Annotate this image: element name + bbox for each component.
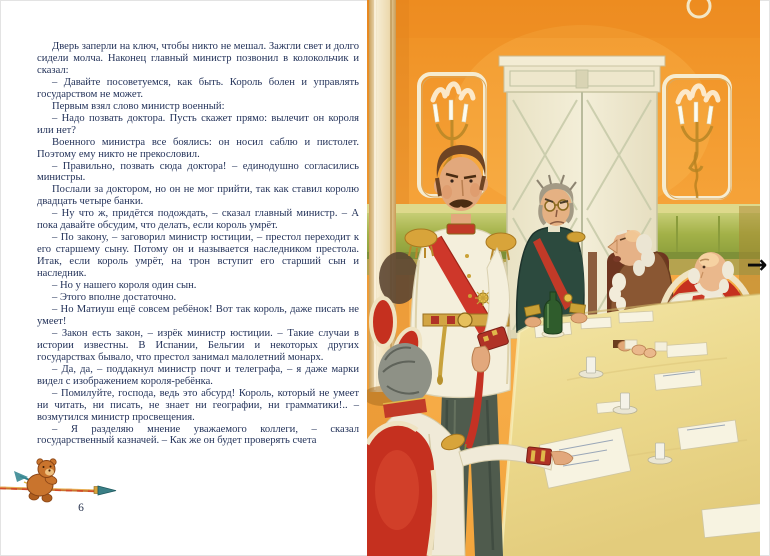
paragraph: – Да, да, – поддакнул министр почт и телеграфа, – я даже марки видел с изображением короля-ребёнка.: [37, 363, 359, 387]
paragraph: Первым взял слово министр военный:: [52, 100, 225, 112]
right-page: [367, 0, 770, 556]
paragraph: – Этого вполне достаточно.: [52, 292, 177, 304]
main-illustration: [367, 0, 760, 556]
paragraph: – По закону, – заговорил министр юстиции, – престол переходит к его старшему сыну. Потому он и называется наследником престола. Итак, если король умрёт, на трон вступит его старший сын и наследник.: [37, 232, 359, 280]
paragraph: Послали за доктором, но он не мог прийти, так как ставил королю двадцать четыре банки.: [37, 184, 359, 208]
paragraph: – Но Матиуш ещё совсем ребёнок! Вот так король, даже писать не умеет!: [37, 303, 359, 327]
paragraph: Дверь заперли на ключ, чтобы никто не мешал. Зажгли свет и долго сидели молча. Наконец главный министр позвонил в колокольчик и сказал:: [37, 41, 359, 76]
teddy-bear-illustration: [0, 452, 122, 510]
next-page-arrow[interactable]: →: [746, 250, 768, 279]
page-number: 6: [78, 502, 84, 514]
paragraph: – Закон есть закон, – изрёк министр юстиции. – Такие случаи в истории известны. В Испании, Бельгии и некоторых других государствах бывало, что престол занимал малолетний монарх.: [37, 327, 359, 363]
story-text: [37, 41, 359, 447]
paragraph: – Надо позвать доктора. Пусть скажет прямо: вылечит он короля или нет?: [37, 112, 359, 136]
paragraph: – Ну что ж, придётся подождать, – сказал главный министр. – А пока давайте обсудим, что делать, если король умрёт.: [37, 208, 359, 232]
paragraph: – Помилуйте, господа, ведь это абсурд! Король, который не умеет ни читать, ни писать, не знает ни географии, ни грамматики!.. – возмутился министр просвещения.: [37, 387, 359, 423]
paragraph: – Давайте посоветуемся, как быть. Король болен и управлять государством не может.: [37, 76, 359, 100]
paragraph: – Но у нашего короля один сын.: [52, 280, 197, 292]
paragraph: – Правильно, позвать сюда доктора! – единодушно согласились министры.: [37, 160, 359, 184]
left-page: [0, 0, 367, 556]
paragraph: Военного министра все боялись: он носил саблю и пистолет. Поэтому ему никто не прекословил.: [37, 136, 359, 160]
paragraph: – Я разделяю мнение уважаемого коллеги, – сказал государственный казначей. – Как же он будет проверять счета: [37, 423, 359, 447]
